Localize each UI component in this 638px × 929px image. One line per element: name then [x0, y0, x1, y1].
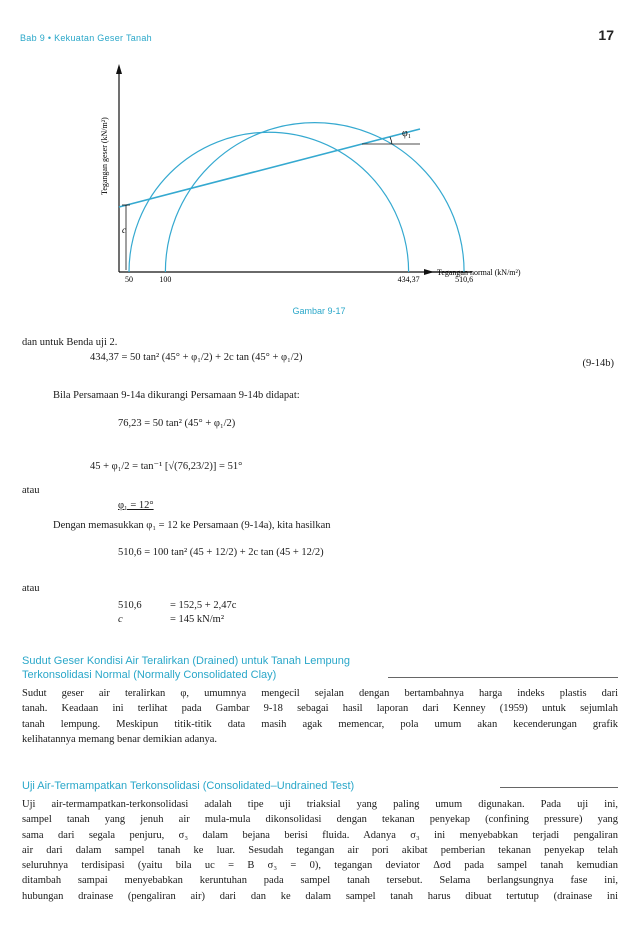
paragraph-drained	[22, 686, 618, 747]
chapter-header: Bab 9 • Kekuatan Geser Tanah	[20, 33, 152, 43]
x-tick-label: 50	[125, 275, 133, 284]
paragraph-line: Sudut geser air teralirkan φ, umumnya mengecil sejalan dengan bertambahnya harga indeks plastis dari	[22, 688, 618, 699]
y-axis-label: Tegangan geser (kN/m²)	[100, 117, 109, 195]
paragraph-line: tanah lempung. Meskipun titik-titik data masih agak memencar, pola umum akan kecenderungan grafik	[22, 718, 618, 730]
paragraph-line: air dari dalam sampel tanah ke luar. Sesudah tegangan air pori akibat pemberian tekanan penyekap telah	[22, 844, 618, 856]
equation-9-14b	[90, 352, 302, 363]
atau-label-1: atau	[22, 485, 40, 496]
page-number: 17	[598, 27, 614, 43]
paragraph-line: tanah. Keadaan ini terlihat pada Gambar 9-18 sebagai hasil laporan dari Kenney (1959) untuk sejumlah	[22, 703, 618, 715]
equation-5: 510,6 = 100 tan² (45 + 12/2) + 2c tan (45 + 12/2)	[118, 547, 324, 558]
phi-label: φ₁	[402, 128, 412, 139]
y-axis-arrow	[116, 64, 122, 74]
equation-3: 45 + φ₁/2 = tan⁻¹ [√(76,23/2)] = 51°	[90, 461, 243, 472]
paragraph-line: hubungan drainase (pengaliran air) dari dan ke dalam sampel tanah harus dibuat tertutup (drainase ini	[22, 890, 618, 902]
equation-6b-right: = 145 kN/m²	[170, 614, 224, 625]
atau-label-2: atau	[22, 583, 40, 594]
equation-2: 76,23 = 50 tan² (45° + φ₁/2)	[118, 418, 236, 429]
equation-6a-right: = 152,5 + 2,47c	[170, 600, 237, 611]
bila-text: Bila Persamaan 9-14a dikurangi Persamaan 9-14b didapat:	[53, 390, 300, 401]
figure-caption: Gambar 9-17	[292, 306, 346, 316]
paragraph-line: seluruhnya terdisipasi (yaitu bila uc = B σ₃ = 0), tegangan deviator Δσd pada sampel tanah kemudian	[22, 860, 618, 872]
equation-6b-left: c	[118, 614, 123, 625]
heading-rule	[500, 787, 618, 788]
cohesion-label: c	[122, 225, 126, 235]
section-heading-drained	[22, 654, 350, 682]
heading-rule	[388, 677, 618, 678]
mohr-circle-1	[129, 132, 409, 272]
paragraph-line: Uji air-termampatkan-terkonsolidasi adalah tipe uji triaksial yang paling umum digunakan. Pada uji ini,	[22, 799, 618, 810]
failure-envelope	[119, 129, 420, 207]
x-tick-label: 434,37	[397, 275, 420, 284]
paragraph-line: kelihatannya memang benar demikian adanya.	[22, 733, 218, 745]
equation-number: (9-14b)	[582, 358, 614, 369]
equation-phi: φ₁ = 12°	[118, 500, 154, 511]
x-tick-label: 510,6	[455, 275, 474, 284]
x-tick-label: 100	[159, 275, 172, 284]
intro-text: dan untuk Benda uji 2.	[22, 337, 118, 348]
section-heading-line1: Sudut Geser Kondisi Air Teralirkan (Drained) untuk Tanah Lempung	[22, 655, 350, 667]
eq1-text: 434,37 = 50 tan² (45° + φ₁/2) + 2c tan (45° + φ₁/2)	[90, 352, 303, 363]
x-axis-arrow	[424, 269, 434, 275]
equation-6a-left: 510,6	[118, 600, 142, 611]
paragraph-line: sama dari segala penjuru, σ₃ dalam bejana berisi fluida. Adanya σ₃ ini menyebabkan terjadi pengaliran	[22, 829, 618, 841]
paragraph-line: sampel tanah yang jenuh air mula-mula dikonsolidasi dengan tekanan penyekap (confining pressure) yang	[22, 814, 618, 826]
x-axis-label: Tegangan normal (kN/m²)	[437, 268, 521, 277]
paragraph-line: ditambah sampai menyebabkan keruntuhan pada sampel tanah tersebut. Selama berlangsungnya fase ini,	[22, 875, 618, 887]
mohr-circle-figure	[0, 0, 638, 300]
section-heading-cu: Uji Air-Termampatkan Terkonsolidasi (Consolidated–Undrained Test)	[22, 780, 355, 792]
paragraph-cu	[22, 797, 618, 904]
section-heading-line2: Terkonsolidasi Normal (Normally Consolidated Clay)	[22, 669, 277, 681]
dengan-text: Dengan memasukkan φ₁ = 12 ke Persamaan (9-14a), kita hasilkan	[53, 520, 331, 531]
